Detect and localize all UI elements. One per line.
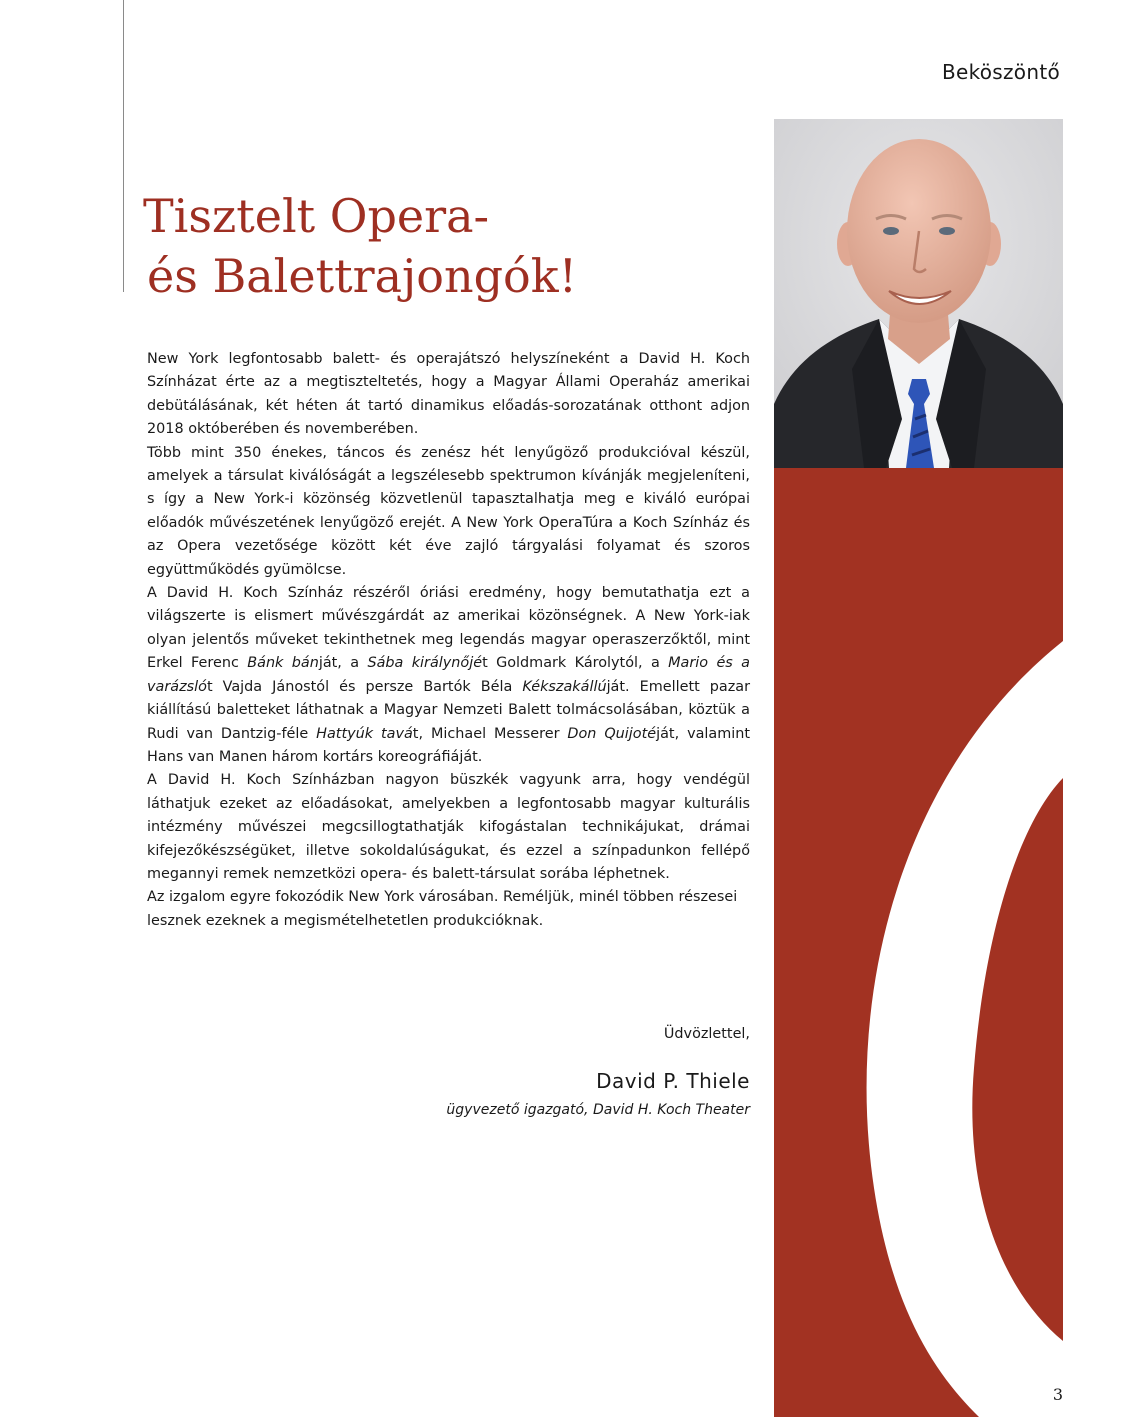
closing-greeting: Üdvözlettel, [663,1026,750,1042]
paragraph-text: ját. Emellett pazar kiállítású baletteket láthatnak a Magyar Nemzeti Balett tolmácsolásában, köztük a Rudi van Dantzig-féle [147,678,750,742]
title-line-2: és Balettrajongók! [147,249,578,303]
paragraph-text: t, Michael Messerer [412,725,568,742]
section-label: Beköszöntő [941,60,1060,84]
paragraph-text: ját, valamint Hans van Manen három kortárs koreográfiáját. [147,725,751,765]
signer-name: David P. Thiele [596,1069,750,1093]
paragraph-3 [147,582,750,769]
work-title: Hattyúk tavá [316,725,413,742]
signer-role: ügyvezető igazgató, David H. Koch Theater [446,1102,750,1118]
title-line-1: Tisztelt Opera- [143,189,490,243]
decorative-band [774,468,1063,1417]
work-title: Bánk bán [247,655,319,672]
paragraph-text: A David H. Koch Színházban nagyon büszkék vagyunk arra, hogy vendégül láthatjuk ezeket az előadásokat, amelyekben a legfontosabb magyar kulturális intézmény művészei megcsillogtathatják kifogástalan technikájukat, drámai kifejezőkészségüket, illetve sokoldalúságukat, és ezzel a színpadunkon fellépő megannyi remek nemzetközi opera- és balett-társulat sorába léphetnek. [147,772,750,882]
margin-rule [123,0,124,292]
paragraph-text: A David H. Koch Színház részéről óriási eredmény, hogy bemutathatja ezt a világszerte is elismert művészgárdát az amerikai közönségnek. A New York-iak olyan jelentős műveket tekinthetnek meg legendás magyar operaszerzőktől, mint Erkel Ferenc [147,585,750,672]
paragraph-text: Több mint 350 énekes, táncos és zenész hét lenyűgöző produkcióval készül, amelyek a társulat kiválóságát a legszélesebb spektrumon kívánják megjeleníteni, s így a New York-i közönség közvetlenül tapasztalhatja meg e kiváló európai előadók művészetének lenyűgöző erejét. A New York OperaTúra a Koch Színház és az Opera vezetősége között két éve zajló tárgyalási folyamat és szoros együttműködés gyümölcse. [147,444,750,578]
paragraph-text: ját, a [318,655,368,672]
paragraph-text: Az izgalom egyre fokozódik New York városában. Reméljük, minél többen részesei lesznek ezeknek a megismételhetetlen produkcióknak. [147,889,738,929]
paragraph-text: t Goldmark Károlytól, a [482,655,669,672]
work-title: Don Quijoté [567,725,657,742]
work-title: Mario és a varázsló [147,655,750,695]
page-title [143,186,577,306]
paragraph-1 [147,348,750,442]
letter-body [147,348,750,933]
work-title: Kékszakállú [522,678,607,695]
paragraph-2 [147,442,750,582]
page-number: 3 [1052,1385,1063,1404]
paragraph-text: t Vajda Jánostól és persze Bartók Béla [206,678,523,695]
work-title: Sába királynőjé [367,655,483,672]
paragraph-5 [147,886,750,933]
paragraph-4 [147,769,750,886]
portrait-photo [774,119,1063,468]
paragraph-text: New York legfontosabb balett- és operajátszó helyszíneként a David H. Koch Színházat érte az a megtiszteltetés, hogy a Magyar Állami Operaház amerikai debütálásának, két héten át tartó dinamikus előadás-sorozatának otthont adjon 2018 októberében és novemberében. [147,351,750,438]
